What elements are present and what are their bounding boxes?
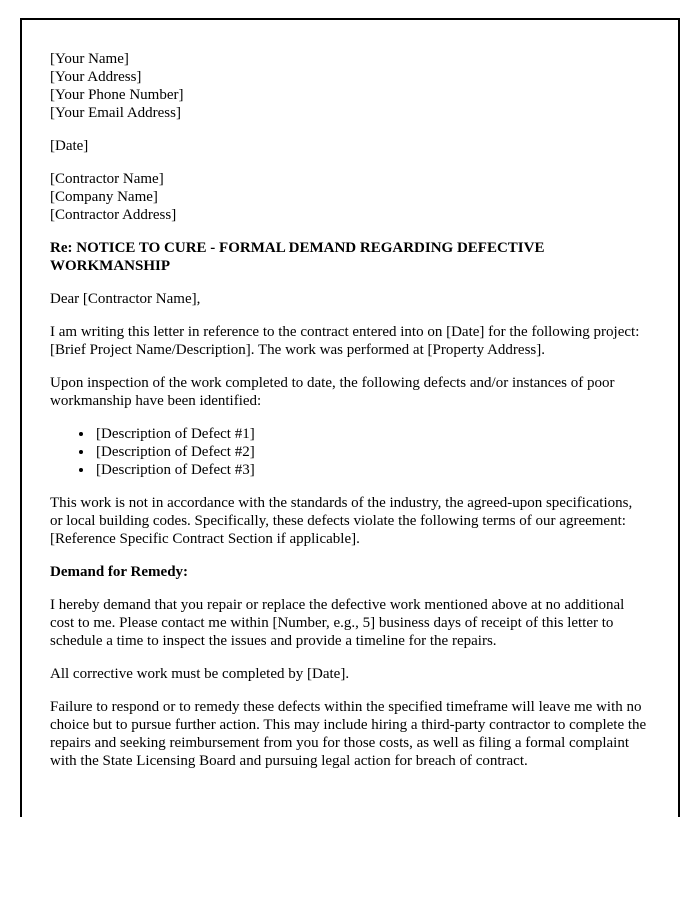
date-line: [Date] <box>50 138 89 154</box>
recipient-company-name-line: [Company Name] <box>50 189 158 205</box>
sender-name-line: [Your Name] <box>50 51 129 67</box>
defect-list <box>50 425 648 479</box>
demand-remedy-heading: Demand for Remedy: <box>50 564 189 580</box>
recipient-contractor-name-line: [Contractor Name] <box>50 171 164 187</box>
paragraph-intro: I am writing this letter in reference to the contract entered into on [Date] for the following project: [Brief Project Name/Description]. The work was performed at [Property Address]. <box>50 324 640 358</box>
salutation: Dear [Contractor Name], <box>50 291 201 307</box>
letter-document <box>20 18 680 817</box>
sender-email-line: [Your Email Address] <box>50 105 181 121</box>
paragraph-demand: I hereby demand that you repair or replace the defective work mentioned above at no additional cost to me. Please contact me within [Number, e.g., 5] business days of receipt of this letter to schedule a time to inspect the issues and provide a timeline for the repairs. <box>50 597 625 649</box>
paragraph-consequences: Failure to respond or to remedy these defects within the specified timeframe will leave me with no choice but to pursue further action. This may include hiring a third-party contractor to complete the repairs and seeking reimbursement from you for those costs, as well as filing a formal complaint with the State Licensing Board and pursuing legal action for breach of contract. <box>50 699 647 769</box>
paragraph-inspection: Upon inspection of the work completed to date, the following defects and/or instances of poor workmanship have been identified: <box>50 375 615 409</box>
defect-item: • [Description of Defect #3] <box>94 461 648 479</box>
recipient-block <box>50 170 648 224</box>
paragraph-standards: This work is not in accordance with the standards of the industry, the agreed-upon specifications, or local building codes. Specifically, these defects violate the following terms of our agreement: [Reference Specific Contract Section if applicable]. <box>50 495 633 547</box>
subject-line: Re: NOTICE TO CURE - FORMAL DEMAND REGARDING DEFECTIVE WORKMANSHIP <box>50 240 545 274</box>
paragraph-deadline: All corrective work must be completed by [Date]. <box>50 666 350 682</box>
sender-address-line: [Your Address] <box>50 69 142 85</box>
defect-item: • [Description of Defect #1] <box>94 425 648 443</box>
recipient-contractor-address-line: [Contractor Address] <box>50 207 177 223</box>
sender-block <box>50 50 648 122</box>
sender-phone-line: [Your Phone Number] <box>50 87 184 103</box>
defect-item: • [Description of Defect #2] <box>94 443 648 461</box>
